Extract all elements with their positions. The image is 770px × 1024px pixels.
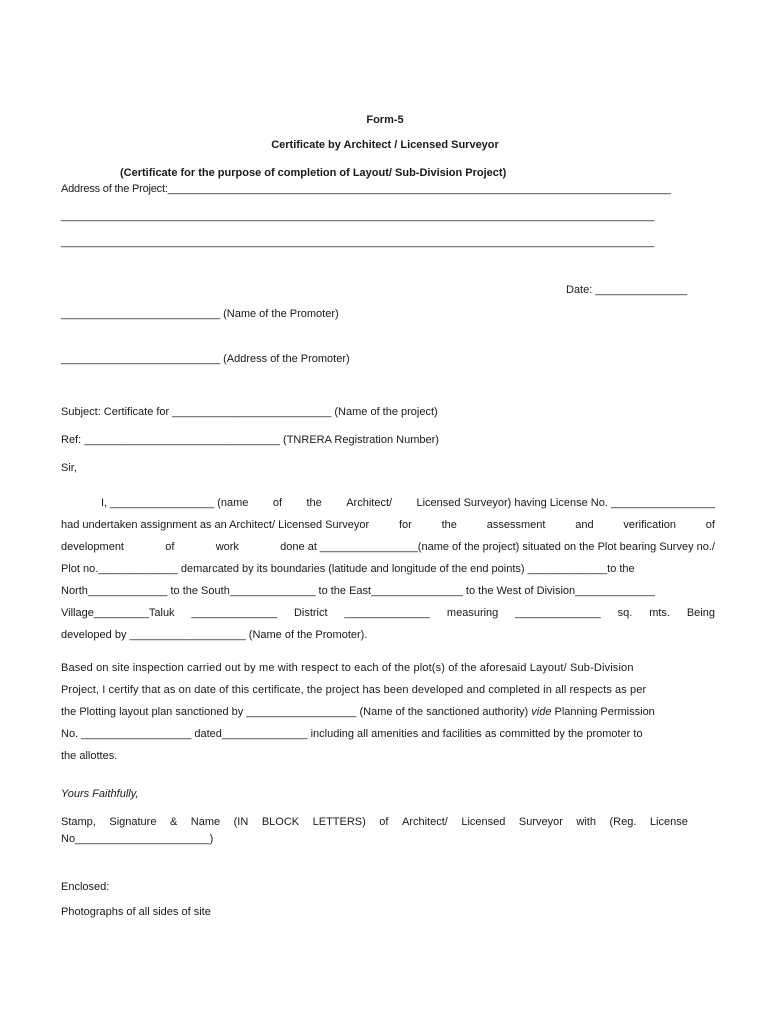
text-fragment: North_____________ to the South______________ to the East_______________ to the West of Division_____________ (61, 585, 655, 597)
promoter-name-field: __________________________ (Name of the Promoter) (61, 308, 339, 320)
promoter-address-field: __________________________ (Address of the Promoter) (61, 353, 350, 365)
text-fragment: of (705, 519, 715, 531)
text-fragment: (Reg. (609, 816, 637, 828)
text-fragment: Name (190, 816, 221, 828)
text-fragment: and (575, 519, 594, 531)
text-fragment: development (61, 541, 124, 553)
text-fragment: sq. (617, 607, 633, 619)
text-fragment: the Plotting layout plan sanctioned by __________________ (Name of the sanctioned authority) (61, 706, 532, 718)
text-fragment: Architect/ (401, 816, 448, 828)
paragraph-2-line-3 (61, 706, 655, 718)
date-field: Date: _______________ (566, 284, 688, 296)
blank-line: _________________________________________________________________________________________________ (61, 210, 655, 222)
license-number-field: No______________________) (61, 833, 214, 845)
text-fragment: BLOCK (261, 816, 300, 828)
paragraph-1-line-1 (101, 497, 715, 509)
text-fragment: ______________ (191, 607, 278, 619)
paragraph-2-line-5: the allottes. (61, 750, 118, 762)
enclosed-heading: Enclosed: (61, 881, 110, 893)
text-fragment: LETTERS) (312, 816, 366, 828)
text-fragment: I, _________________ (name (101, 497, 249, 509)
text-fragment: Surveyor (518, 816, 563, 828)
text-fragment: Licensed Surveyor) having License No. _________________ (416, 497, 715, 509)
text-fragment: verification (623, 519, 676, 531)
paragraph-1-line-5 (61, 585, 715, 597)
stamp-signature-line (61, 816, 688, 828)
text-fragment: vide (531, 706, 552, 718)
text-fragment: Being (686, 607, 715, 619)
text-fragment: of (379, 816, 389, 828)
paragraph-1-line-7: developed by ___________________ (Name of the Promoter). (61, 629, 368, 641)
document-subtitle: (Certificate for the purpose of completion of Layout/ Sub-Division Project) (120, 167, 507, 179)
closing: Yours Faithfully, (61, 788, 139, 800)
text-fragment: License (649, 816, 688, 828)
text-fragment: (IN (233, 816, 249, 828)
paragraph-2-line-4: No. __________________ dated______________ including all amenities and facilities as committed by the promoter to (61, 728, 643, 740)
text-fragment: with (576, 816, 596, 828)
paragraph-1-line-4 (61, 563, 715, 575)
subject-line: Subject: Certificate for __________________________ (Name of the project) (61, 406, 438, 418)
salutation: Sir, (61, 462, 77, 474)
document-title: Certificate by Architect / Licensed Surveyor (271, 139, 499, 151)
text-fragment: of (165, 541, 175, 553)
text-fragment: Licensed (461, 816, 506, 828)
text-fragment: ______________ (344, 607, 431, 619)
paragraph-1-line-6 (61, 607, 715, 619)
text-fragment: the (306, 497, 322, 509)
form-number: Form-5 (366, 114, 404, 126)
reference-line: Ref: ________________________________ (TNRERA Registration Number) (61, 434, 439, 446)
text-fragment: ______________ (515, 607, 601, 619)
text-fragment: had undertaken assignment as an Architect/ Licensed Surveyor (61, 519, 370, 531)
text-fragment: Plot no._____________ demarcated by its boundaries (latitude and longitude of the end points) _____________to the (61, 563, 635, 575)
text-fragment: for (398, 519, 412, 531)
text-fragment: measuring (446, 607, 499, 619)
text-fragment: & (169, 816, 178, 828)
text-fragment: Architect/ (346, 497, 393, 509)
paragraph-1-line-2 (61, 519, 715, 531)
text-fragment: the (441, 519, 457, 531)
text-fragment: assessment (486, 519, 546, 531)
text-fragment: Stamp, (61, 816, 96, 828)
text-fragment: Planning Permission (551, 706, 655, 718)
paragraph-2-line-1: Based on site inspection carried out by me with respect to each of the plot(s) of the aforesaid Layout/ Sub-Division (61, 662, 634, 674)
paragraph-1-line-3 (61, 541, 715, 553)
text-fragment: of (272, 497, 283, 509)
text-fragment: District (293, 607, 328, 619)
text-fragment: done at ________________(name of the project) situated on the Plot bearing Survey no./ (280, 541, 715, 553)
text-fragment: work (215, 541, 239, 553)
text-fragment: Signature (109, 816, 157, 828)
project-address-line: Address of the Project:_____________________________________________________________________________________ (61, 183, 671, 195)
text-fragment: mts. (649, 607, 670, 619)
blank-line: _________________________________________________________________________________________________ (61, 236, 655, 248)
enclosure-item: Photographs of all sides of site (61, 906, 211, 918)
paragraph-2-line-2: Project, I certify that as on date of this certificate, the project has been developed and completed in all respects as per (61, 684, 647, 696)
text-fragment: Village_________Taluk (61, 607, 175, 619)
